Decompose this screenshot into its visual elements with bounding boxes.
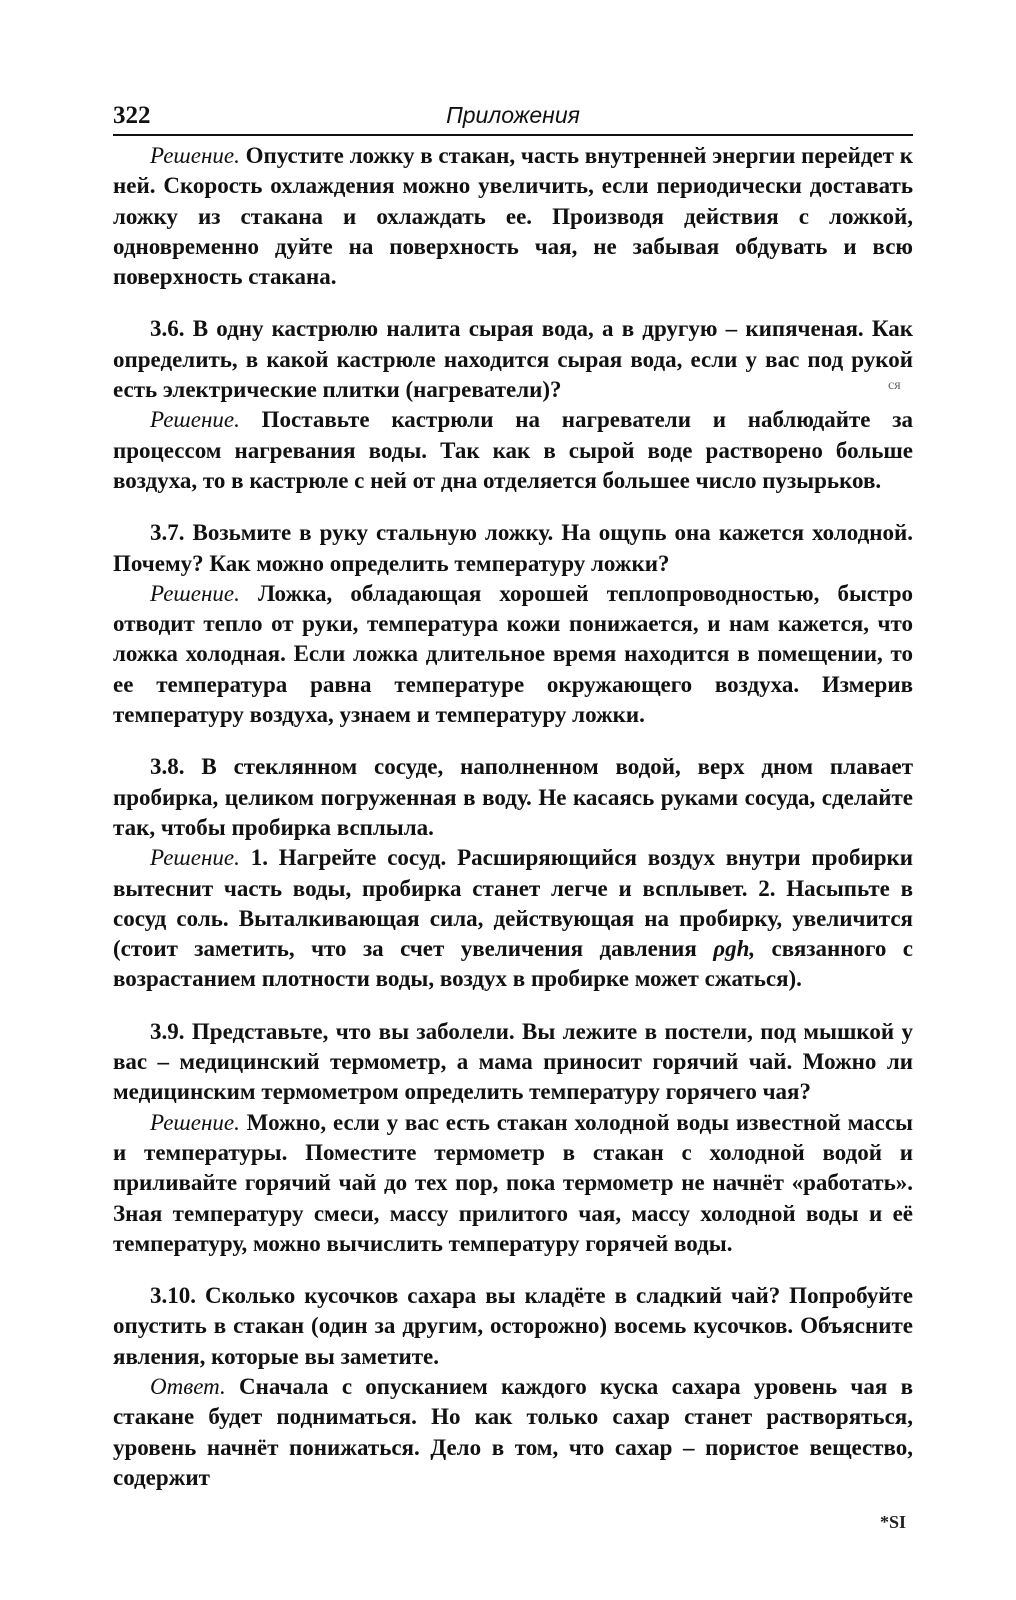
solution-text: Поставьте кастрюли на нагреватели и наблюдайте за процессом нагревания воды. Так как в сырой воде растворено больше воздуха, то в кастрюле с ней от дна отделяется большее число пузырьков. [113, 407, 913, 493]
problem-question [113, 1017, 913, 1108]
solution-text-part1: 1. Нагрейте сосуд. Расширяющийся воздух внутри пробирки вытеснит часть воды, пробирка станет легче и всплывет. 2. Насыпьте в сосуд соль. Выталкивающая сила, действующая на пробирку, увеличится (стоит заметить, что за счет увеличения давления [113, 845, 913, 962]
problem-solution [113, 405, 913, 496]
solution-label: Решение. [150, 407, 240, 433]
problem-3-7 [113, 518, 913, 730]
problem-number: 3.6. [150, 316, 185, 342]
problem-solution [113, 843, 913, 994]
problem-question [113, 518, 913, 579]
solution-label: Решение. [150, 1109, 240, 1135]
question-text: В стеклянном сосуде, наполненном водой, верх дном плавает пробирка, целиком погруженная в воду. Не касаясь руками сосуда, сделайте так, чтобы пробирка всплыла. [113, 754, 913, 840]
margin-mark: ся [888, 378, 901, 393]
solution-text-part2: связанного с возрастанием плотности воды, воздух в пробирке может сжаться). [113, 936, 913, 992]
solution-text: Ложка, обладающая хорошей теплопроводностью, быстро отводит тепло от руки, температура кожи понижается, и нам кажется, что ложка холодная. Если ложка длительное время находится в помещении, то ее температура равна температуре окружающего воздуха. Измерив температуру воздуха, узнаем и температуру ложки. [113, 580, 913, 728]
running-title: Приложения [446, 102, 580, 128]
question-text: Представьте, что вы заболели. Вы лежите в постели, под мышкой у вас – медицинский термометр, а мама приносит горячий чай. Можно ли медицинским термометром определить температуру горячего чая? [113, 1018, 913, 1105]
page-body [113, 141, 913, 1493]
formula: ρgh, [713, 936, 756, 962]
solution-label: Решение. [150, 845, 240, 871]
problem-3-10 [113, 1281, 913, 1493]
problem-solution [113, 579, 913, 730]
question-text: Возьмите в руку стальную ложку. На ощупь она кажется холодной. Почему? Как можно определить температуру ложки? [113, 520, 913, 576]
intro-solution [113, 141, 913, 292]
question-text: В одну кастрюлю налита сырая вода, а в другую – кипяченая. Как определить, в какой кастрюле находится сырая вода, если у вас под рукой есть электрические плитки (нагреватели)? [113, 316, 913, 403]
page-header [113, 96, 913, 136]
solution-text: Можно, если у вас есть стакан холодной воды известной массы и температуры. Поместите термометр в стакан с холодной водой и приливайте горячий чай до тех пор, пока термометр не начнёт «работать». Зная температуру смеси, массу прилитого чая, массу холодной воды и её температуру, можно вычислить температуру горячей воды. [113, 1109, 913, 1256]
solution-text: Опустите ложку в стакан, часть внутренней энергии перейдет к ней. Скорость охлаждения можно увеличить, если периодически доставать ложку из стакана и охлаждать ее. Производя действия с ложкой, одновременно дуйте на поверхность чая, не забывая обдувать и всю поверхность стакана. [113, 143, 913, 290]
problem-question [113, 752, 913, 843]
solution-label: Решение. [150, 580, 240, 606]
problem-question [113, 1281, 913, 1372]
problem-answer [113, 1372, 913, 1493]
problem-number: 3.10. [150, 1283, 196, 1309]
problem-3-6 [113, 314, 913, 496]
problem-number: 3.7. [150, 520, 185, 546]
problem-3-9 [113, 1017, 913, 1259]
problem-3-8 [113, 752, 913, 994]
answer-text: Сначала с опусканием каждого куска сахара уровень чая в стакане будет подниматься. Но как только сахар станет растворяться, уровень начнёт понижаться. Дело в том, что сахар – пористое вещество, содержит [113, 1373, 913, 1490]
answer-label: Ответ. [150, 1373, 226, 1399]
page-number: 322 [113, 102, 151, 129]
problem-solution [113, 1108, 913, 1259]
question-text: Сколько кусочков сахара вы кладёте в сладкий чай? Попробуйте опустить в стакан (один за другим, осторожно) восемь кусочков. Объясните явления, которые вы заметите. [113, 1283, 913, 1369]
book-page [113, 96, 913, 1493]
problem-number: 3.9. [150, 1018, 185, 1044]
footer-mark: *SI [880, 1512, 907, 1532]
solution-label: Решение. [150, 143, 240, 168]
problem-number: 3.8. [150, 754, 185, 780]
problem-question [113, 314, 913, 405]
